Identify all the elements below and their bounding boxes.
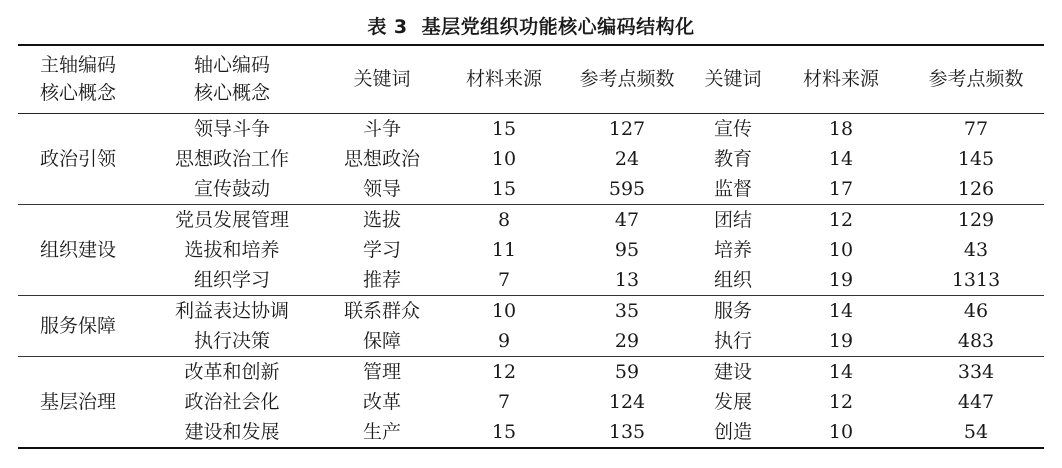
axial-code-cell: 宣传鼓动 bbox=[193, 177, 270, 200]
keyword-2-cell: 团结 bbox=[692, 204, 774, 235]
axial-code-cell: 选拔和培养 bbox=[184, 238, 280, 261]
frequency-2-cell: 483 bbox=[957, 329, 995, 352]
source-2-cell: 14 bbox=[774, 295, 908, 326]
table-row bbox=[18, 204, 1044, 235]
keyword-2-cell: 服务 bbox=[692, 295, 774, 326]
frequency-2-cell: 126 bbox=[957, 177, 995, 200]
table-row bbox=[18, 174, 1044, 205]
keyword-1-cell: 管理 bbox=[318, 356, 446, 387]
axial-code-cell: 思想政治工作 bbox=[174, 147, 289, 170]
axial-code-cell: 政治社会化 bbox=[184, 390, 280, 413]
keyword-1-cell: 推荐 bbox=[362, 268, 401, 291]
table-row bbox=[18, 356, 1044, 387]
source-1-cell: 10 bbox=[446, 295, 562, 326]
source-2-cell: 17 bbox=[828, 177, 854, 200]
source-1-cell: 9 bbox=[497, 329, 511, 352]
source-2-cell: 14 bbox=[828, 147, 854, 170]
keyword-2-cell: 创造 bbox=[692, 417, 774, 448]
header-axial-code-line2: 核心概念 bbox=[193, 82, 270, 105]
frequency-1-cell: 95 bbox=[614, 238, 640, 261]
main-code-cell: 组织建设 bbox=[18, 204, 146, 295]
source-1-cell: 11 bbox=[491, 238, 517, 261]
axial-code-cell: 领导斗争 bbox=[146, 113, 318, 144]
header-source-1: 材料来源 bbox=[446, 45, 562, 113]
frequency-1-cell: 47 bbox=[562, 204, 692, 235]
table-row bbox=[18, 387, 1044, 417]
source-1-cell: 15 bbox=[446, 113, 562, 144]
header-main-code-line2: 核心概念 bbox=[40, 82, 117, 105]
keyword-1-cell: 生产 bbox=[318, 417, 446, 448]
table-row bbox=[18, 113, 1044, 144]
keyword-2-cell: 执行 bbox=[713, 329, 752, 352]
table-row bbox=[18, 144, 1044, 174]
keyword-2-cell: 建设 bbox=[692, 356, 774, 387]
main-code-cell: 基层治理 bbox=[18, 356, 146, 448]
frequency-2-cell: 129 bbox=[908, 204, 1044, 235]
source-2-cell: 10 bbox=[774, 417, 908, 448]
frequency-2-cell: 43 bbox=[963, 238, 989, 261]
source-2-cell: 18 bbox=[774, 113, 908, 144]
axial-code-cell: 组织学习 bbox=[193, 268, 270, 291]
table-row bbox=[18, 265, 1044, 296]
table-row bbox=[18, 417, 1044, 448]
source-2-cell: 19 bbox=[828, 268, 854, 291]
keyword-1-cell: 选拔 bbox=[318, 204, 446, 235]
axial-code-cell: 利益表达协调 bbox=[146, 295, 318, 326]
table-row bbox=[18, 326, 1044, 357]
header-main-code bbox=[18, 45, 146, 113]
source-1-cell: 7 bbox=[497, 268, 511, 291]
axial-code-cell: 改革和创新 bbox=[146, 356, 318, 387]
frequency-2-cell: 145 bbox=[957, 147, 995, 170]
axial-code-cell: 建设和发展 bbox=[146, 417, 318, 448]
header-source-2: 材料来源 bbox=[774, 45, 908, 113]
axial-code-cell: 执行决策 bbox=[193, 329, 270, 352]
keyword-1-cell: 领导 bbox=[362, 177, 401, 200]
frequency-1-cell: 135 bbox=[562, 417, 692, 448]
keyword-1-cell: 保障 bbox=[362, 329, 401, 352]
source-1-cell: 7 bbox=[497, 390, 511, 413]
header-main-code-line1: 主轴编码 bbox=[40, 54, 117, 77]
keyword-2-cell: 教育 bbox=[713, 147, 752, 170]
header-frequency-2: 参考点频数 bbox=[908, 45, 1044, 113]
frequency-1-cell: 24 bbox=[614, 147, 640, 170]
frequency-1-cell: 13 bbox=[614, 268, 640, 291]
keyword-2-cell: 培养 bbox=[713, 238, 752, 261]
header-frequency-1: 参考点频数 bbox=[562, 45, 692, 113]
main-code-cell: 政治引领 bbox=[18, 113, 146, 204]
source-1-cell: 15 bbox=[491, 177, 517, 200]
keyword-1-cell: 改革 bbox=[362, 390, 401, 413]
main-code-cell: 服务保障 bbox=[18, 295, 146, 356]
frequency-1-cell: 124 bbox=[608, 390, 646, 413]
frequency-1-cell: 59 bbox=[562, 356, 692, 387]
table-number: 表 3 bbox=[367, 16, 408, 38]
table-row bbox=[18, 295, 1044, 326]
keyword-1-cell: 思想政治 bbox=[343, 147, 420, 170]
keyword-1-cell: 斗争 bbox=[318, 113, 446, 144]
source-2-cell: 12 bbox=[774, 204, 908, 235]
source-2-cell: 14 bbox=[774, 356, 908, 387]
keyword-1-cell: 学习 bbox=[362, 238, 401, 261]
coding-structure-table bbox=[18, 44, 1044, 449]
frequency-2-cell: 77 bbox=[908, 113, 1044, 144]
header-keyword-1: 关键词 bbox=[318, 45, 446, 113]
frequency-2-cell: 54 bbox=[908, 417, 1044, 448]
source-2-cell: 10 bbox=[828, 238, 854, 261]
keyword-1-cell: 联系群众 bbox=[318, 295, 446, 326]
keyword-2-cell: 组织 bbox=[713, 268, 752, 291]
axial-code-cell: 党员发展管理 bbox=[146, 204, 318, 235]
frequency-2-cell: 1313 bbox=[951, 268, 1001, 291]
table-body bbox=[18, 113, 1044, 448]
frequency-1-cell: 35 bbox=[562, 295, 692, 326]
frequency-2-cell: 334 bbox=[908, 356, 1044, 387]
source-1-cell: 15 bbox=[446, 417, 562, 448]
keyword-2-cell: 宣传 bbox=[692, 113, 774, 144]
header-axial-code bbox=[146, 45, 318, 113]
header-keyword-2: 关键词 bbox=[692, 45, 774, 113]
header-row bbox=[18, 45, 1044, 113]
source-1-cell: 10 bbox=[491, 147, 517, 170]
keyword-2-cell: 监督 bbox=[713, 177, 752, 200]
frequency-2-cell: 447 bbox=[957, 390, 995, 413]
header-axial-code-line1: 轴心编码 bbox=[193, 54, 270, 77]
table-caption bbox=[0, 12, 1062, 39]
source-1-cell: 12 bbox=[446, 356, 562, 387]
keyword-2-cell: 发展 bbox=[713, 390, 752, 413]
table-row bbox=[18, 235, 1044, 265]
frequency-1-cell: 29 bbox=[614, 329, 640, 352]
frequency-1-cell: 127 bbox=[562, 113, 692, 144]
source-1-cell: 8 bbox=[446, 204, 562, 235]
frequency-1-cell: 595 bbox=[608, 177, 646, 200]
source-2-cell: 19 bbox=[828, 329, 854, 352]
frequency-2-cell: 46 bbox=[908, 295, 1044, 326]
table-title: 基层党组织功能核心编码结构化 bbox=[421, 16, 695, 38]
source-2-cell: 12 bbox=[828, 390, 854, 413]
